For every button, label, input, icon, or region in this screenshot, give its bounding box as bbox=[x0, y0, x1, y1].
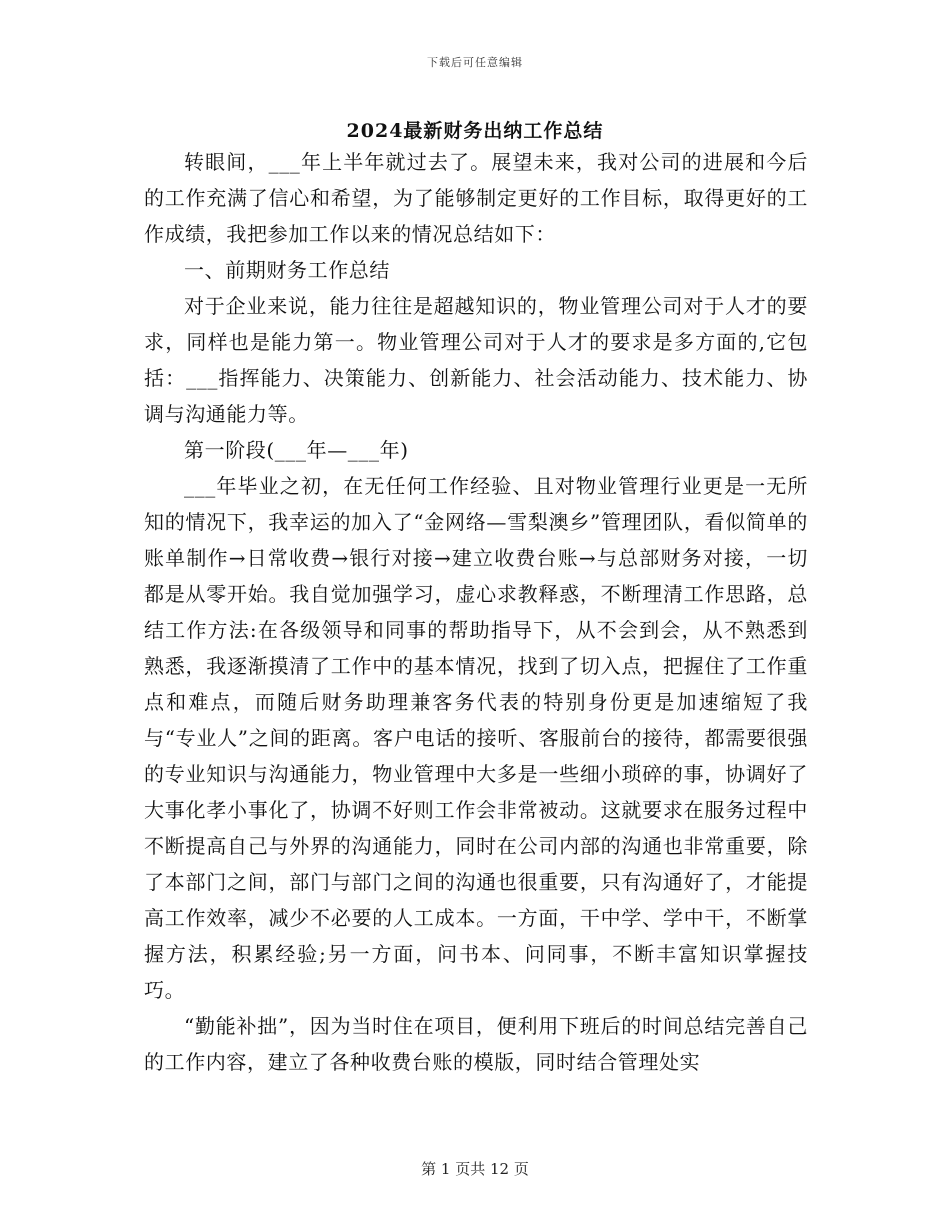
paragraph-diligence: “勤能补拙”，因为当时住在项目，便利用下班后的时间总结完善自己的工作内容，建立了各种收费台账的模版，同时结合管理处实 bbox=[144, 1014, 808, 1074]
paragraph-intro: 转眼间，___年上半年就过去了。展望未来，我对公司的进展和今后的工作充满了信心和希望，为了能够制定更好的工作目标，取得更好的工作成绩，我把参加工作以来的情况总结如下： bbox=[144, 150, 808, 246]
header-note: 下载后可任意编辑 bbox=[427, 56, 523, 69]
section-heading: 一、前期财务工作总结 bbox=[184, 258, 390, 282]
paragraph-stage-one: ___年毕业之初，在无任何工作经验、且对物业管理行业更是一无所知的情况下，我幸运的加入了“金网络—雪梨澳乡”管理团队，看似简单的账单制作→日常收费→银行对接→建立收费台账→与总部财务对接，一切都是从零开始。我自觉加强学习，虚心求教释惑，不断理清工作思路，总结工作方法:在各级领导和同事的帮助指导下，从不会到会，从不熟悉到熟悉，我逐渐摸清了工作中的基本情况，找到了切入点，把握住了工作重点和难点，而随后财务助理兼客务代表的特别身份更是加速缩短了我与“专业人”之间的距离。客户电话的接听、客服前台的接待，都需要很强的专业知识与沟通能力，物业管理中大多是一些细小琐碎的事，协调好了大事化孝小事化了，协调不好则工作会非常被动。这就要求在服务过程中不断提高自己与外界的沟通能力，同时在公司内部的沟通也非常重要，除了本部门之间，部门与部门之间的沟通也很重要，只有沟通好了，才能提高工作效率，减少不必要的人工成本。一方面，干中学、学中干，不断掌握方法，积累经验;另一方面，问书本、问同事，不断丰富知识掌握技巧。 bbox=[144, 474, 808, 1002]
document-body bbox=[144, 144, 808, 1080]
document-title: 2024最新财务出纳工作总结 bbox=[346, 120, 604, 142]
stage-heading: 第一阶段(___年—___年) bbox=[184, 438, 409, 462]
page-number: 第 1 页共 12 页 bbox=[421, 1160, 529, 1178]
paragraph-ability: 对于企业来说，能力往往是超越知识的，物业管理公司对于人才的要求，同样也是能力第一。物业管理公司对于人才的要求是多方面的,它包括：___指挥能力、决策能力、创新能力、社会活动能力、技术能力、协调与沟通能力等。 bbox=[144, 294, 808, 426]
